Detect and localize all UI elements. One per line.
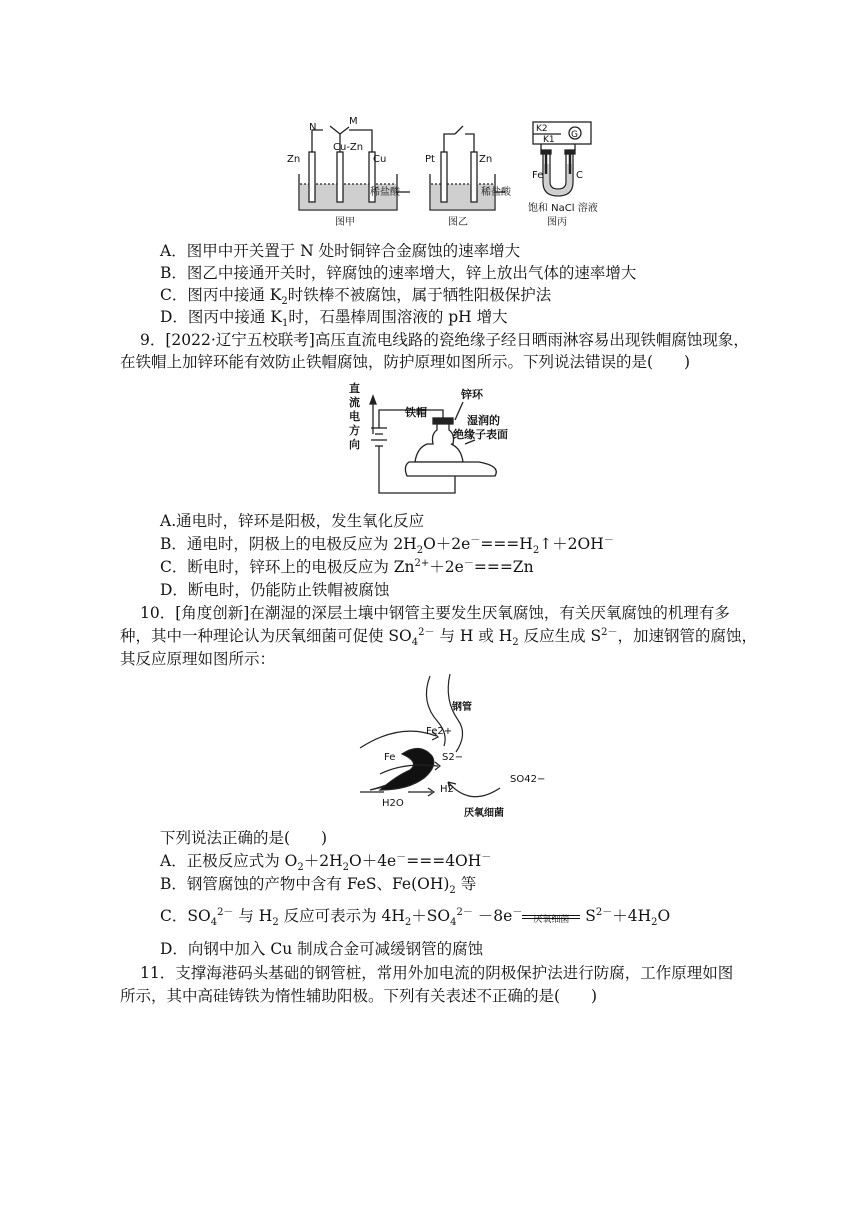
label-M: M bbox=[349, 116, 358, 127]
q10-stem-line3: 其反应原理如图所示： bbox=[120, 650, 276, 668]
q10-stem-line2: 种，其中一种理论认为厌氧细菌可促使 $SO_4^{2-}$ 与 H 或 $H_2$ 反应生成 $S^{2-}$，加速钢管的腐蚀， bbox=[120, 626, 758, 649]
label-current-4: 方 bbox=[349, 424, 360, 437]
q9-stem-line1: 9．[2022·辽宁五校联考]高压直流电线路的瓷绝缘子经日晒雨淋容易出现铁帽腐蚀现象， bbox=[140, 331, 749, 349]
q8-option-b: B．图乙中接通开关时，锌腐蚀的速率增大，锌上放出气体的速率增大 bbox=[160, 264, 637, 282]
q10-stem-line1: 10．[角度创新]在潮湿的深层土壤中钢管主要发生厌氧腐蚀，有关厌氧腐蚀的机理有多 bbox=[140, 604, 730, 622]
caption-bing: 图丙 bbox=[547, 217, 567, 228]
label-zinc-ring: 锌环 bbox=[461, 388, 483, 401]
label-h2o: H2O bbox=[382, 798, 404, 809]
label-current-5: 向 bbox=[349, 438, 360, 451]
label-cu-zn: Cu-Zn bbox=[333, 142, 364, 153]
q11-stem-line1: 11．支撑海港码头基础的钢管桩，常用外加电流的阴极保护法进行防腐，工作原理如图 bbox=[140, 964, 734, 982]
label-pipe: 钢管 bbox=[452, 702, 472, 713]
caption-yi: 图乙 bbox=[448, 217, 468, 228]
label-h2: H2 bbox=[440, 784, 454, 795]
figure-insulator bbox=[345, 378, 515, 498]
label-cu: Cu bbox=[373, 154, 387, 165]
label-current-1: 直 bbox=[349, 382, 360, 395]
label-current-3: 电 bbox=[349, 410, 360, 423]
label-fe: Fe bbox=[532, 170, 544, 181]
label-c: C bbox=[576, 170, 583, 181]
label-s2: S2− bbox=[442, 752, 464, 763]
q9-stem-line2: 在铁帽上加锌环能有效防止铁帽腐蚀，防护原理如图所示。下列说法错误的是( ) bbox=[120, 353, 691, 371]
label-zn-jia: Zn bbox=[287, 154, 301, 165]
label-k1: K1 bbox=[543, 135, 555, 145]
label-bacteria: 厌氧细菌 bbox=[464, 808, 504, 819]
label-g: G bbox=[571, 130, 578, 140]
q9-option-a: A.通电时，锌环是阳极，发生氧化反应 bbox=[160, 512, 425, 530]
label-acid-jia: 稀盐酸 bbox=[370, 187, 400, 198]
label-k2: K2 bbox=[536, 124, 548, 134]
q8-option-a: A．图甲中开关置于 N 处时铜锌合金腐蚀的速率增大 bbox=[160, 242, 521, 260]
q10-option-c: C．$SO_4^{2-}$ 与 $H_2$ 反应可表示为 $4H_2+SO_4^{2-} -8e^-$ 厌氧细菌 $S^{2-}+4H_2O$ bbox=[160, 906, 671, 929]
label-fe: Fe bbox=[384, 752, 396, 763]
q8-option-c: C．图丙中接通 $K_2$时铁棒不被腐蚀，属于牺牲阳极保护法 bbox=[160, 286, 552, 308]
label-fe2: Fe2+ bbox=[426, 726, 453, 737]
q9-option-c: C．断电时，锌环上的电极反应为 $Zn^{2+}+2e^-===Zn$ bbox=[160, 557, 534, 576]
q10-question: 下列说法正确的是( ) bbox=[160, 829, 328, 847]
figure-electrochem-cells bbox=[285, 112, 605, 234]
q10-option-d: D．向钢中加入 Cu 制成合金可减缓钢管的腐蚀 bbox=[160, 940, 484, 958]
label-so4: SO42− bbox=[510, 774, 546, 785]
label-zn-yi: Zn bbox=[479, 154, 493, 165]
label-N: N bbox=[309, 122, 317, 133]
label-acid-yi: 稀盐酸 bbox=[481, 187, 511, 198]
caption-jia: 图甲 bbox=[335, 217, 355, 228]
q10-option-a: A．正极反应式为 $O_2+2H_2O+4e^-===4OH^-$ bbox=[160, 851, 492, 874]
label-pt: Pt bbox=[425, 154, 435, 165]
q9-option-b: B．通电时，阴极上的电极反应为 $2H_2O+2e^-===H_2↑+2OH^-$ bbox=[160, 534, 614, 557]
q10-option-b: B．钢管腐蚀的产物中含有 FeS、$Fe(OH)_2$ 等 bbox=[160, 875, 477, 897]
q11-stem-line2: 所示，其中高硅铸铁为惰性辅助阳极。下列有关表述不正确的是( ) bbox=[120, 987, 598, 1005]
label-wet-2: 绝缘子表面 bbox=[453, 428, 508, 441]
label-nacl: 饱和 NaCl 溶液 bbox=[528, 203, 598, 214]
figure-steel-pipe bbox=[340, 672, 560, 822]
label-wet-1: 湿润的 bbox=[467, 414, 500, 427]
label-iron-cap: 铁帽 bbox=[405, 406, 427, 419]
q8-option-d: D．图丙中接通 $K_1$时，石墨棒周围溶液的 pH 增大 bbox=[160, 308, 508, 330]
label-current-2: 流 bbox=[349, 396, 360, 409]
q9-option-d: D．断电时，仍能防止铁帽被腐蚀 bbox=[160, 581, 390, 599]
